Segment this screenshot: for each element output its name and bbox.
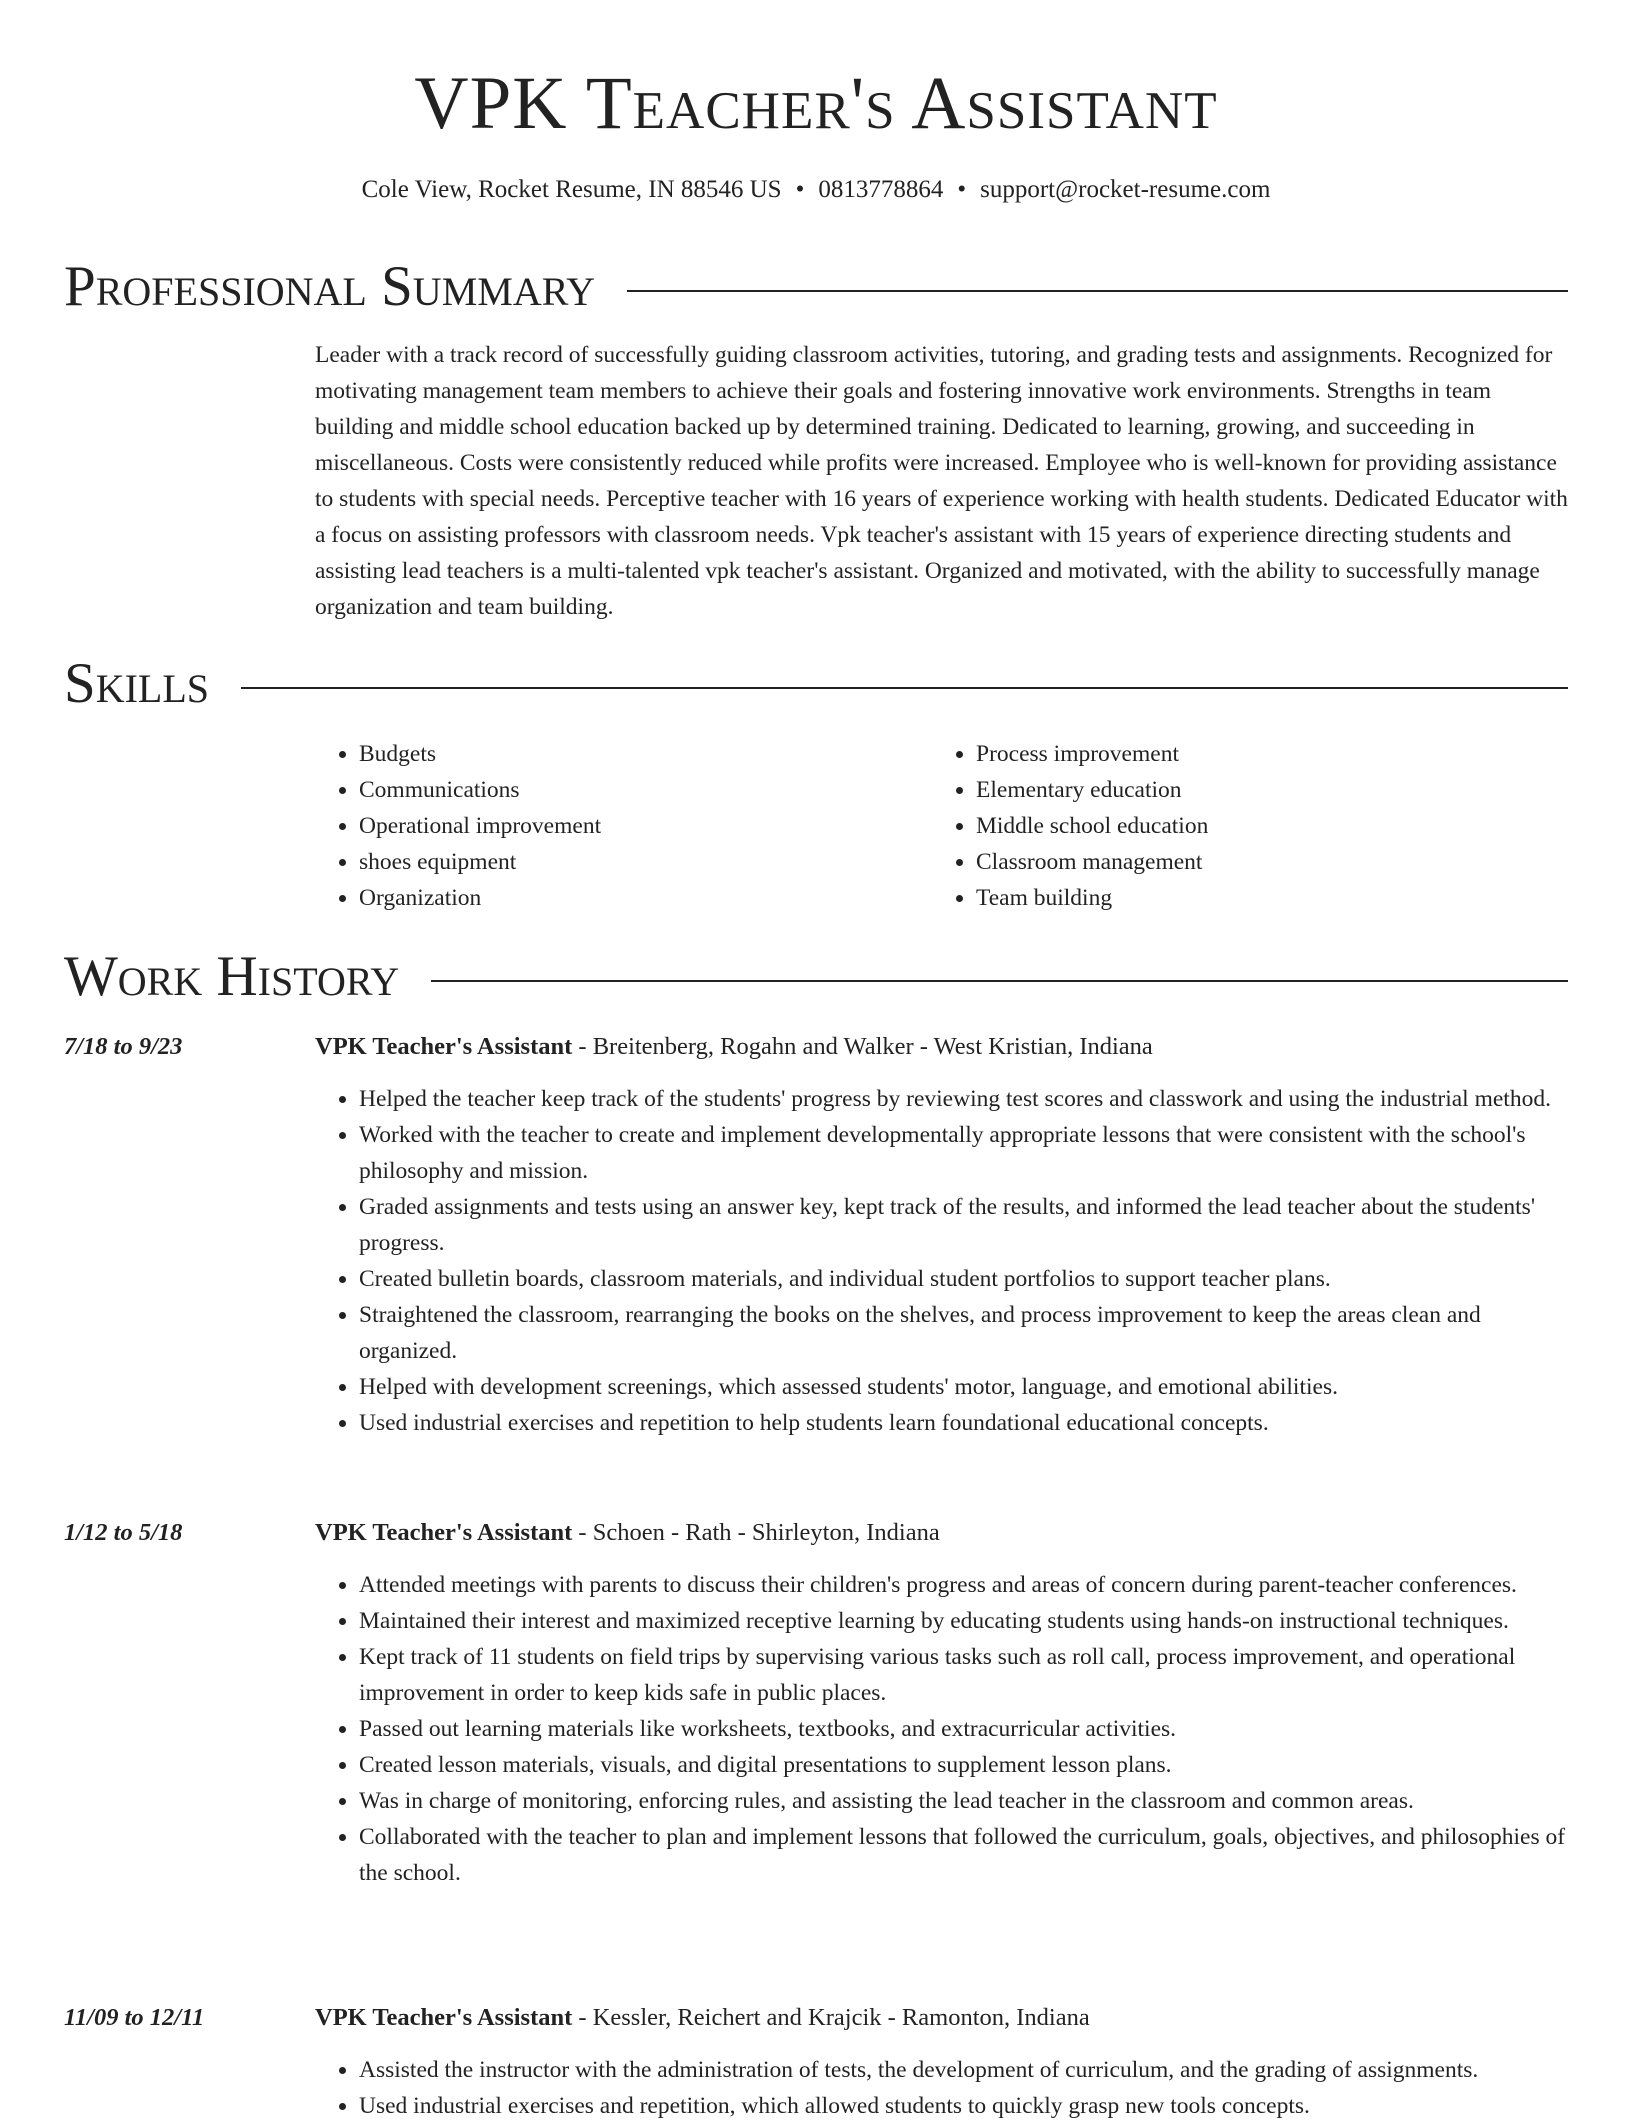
skill-item: • Elementary education [976,772,1549,808]
skills-column-right [932,736,1549,916]
job-header [315,1029,1568,1065]
job-bullet: • Helped the teacher keep track of the students' progress by reviewing test scores and classwork and using the industrial method. [359,1081,1568,1117]
job-dates: 7/18 to 9/23 [64,1033,183,1060]
contact-line [64,172,1568,208]
skills-heading [64,651,1568,717]
summary-title: Professional Summary [64,255,596,318]
skills-section [315,736,1568,916]
job-bullet: • Worked with the teacher to create and implement developmentally appropriate lessons that were consistent with the school's philosophy and mission. [359,1117,1568,1189]
summary-text: Leader with a track record of successfully guiding classroom activities, tutoring, and grading tests and assignments. Recognized for motivating management team members to achieve their goals and fostering innovative work environments. Strengths in team building and middle school education backed up by determined training. Dedicated to learning, growing, and succeeding in miscellaneous. Costs were consistently reduced while profits were increased. Employee who is well-known for providing assistance to students with special needs. Perceptive teacher with 16 years of experience working with health students. Dedicated Educator with a focus on assisting professors with classroom needs. Vpk teacher's assistant with 15 years of experience directing students and assisting lead teachers is a multi-talented vpk teacher's assistant. Organized and motivated, with the ability to successfully manage organization and team building. [315,342,1568,620]
job-bullet: • Attended meetings with parents to discuss their children's progress and areas of concern during parent-teacher conferences. [359,1567,1568,1603]
skill-item: • Communications [359,772,932,808]
job-bullets [315,1081,1568,1441]
job-title: VPK Teacher's Assistant [315,1519,573,1546]
job-details: - Schoen - Rath - Shirleyton, Indiana [572,1519,940,1546]
job-bullet: • Graded assignments and tests using an answer key, kept track of the results, and informed the lead teacher about the students' progress. [359,1189,1568,1261]
job-bullets [315,1567,1568,1891]
contact-phone: 0813778864 [818,176,944,203]
job-bullets [315,2052,1568,2124]
section-divider [241,687,1568,689]
job-bullet: • Collaborated with the teacher to plan and implement lessons that followed the curriculum, goals, objectives, and philosophies of the school. [359,1819,1568,1891]
skill-item: • shoes equipment [359,844,932,880]
job-dates: 1/12 to 5/18 [64,1519,183,1546]
contact-address: Cole View, Rocket Resume, IN 88546 US [361,176,782,203]
contact-separator: • [957,176,967,203]
skills-list-right [932,736,1549,916]
job-details: - Kessler, Reichert and Krajcik - Ramonton, Indiana [572,2004,1090,2031]
skill-item: • Organization [359,880,932,916]
job-bullet: • Used industrial exercises and repetition, which allowed students to quickly grasp new tools concepts. [359,2088,1568,2124]
skill-item: • Middle school education [976,808,1549,844]
job-bullet: • Maintained their interest and maximized receptive learning by educating students using hands-on instructional techniques. [359,1603,1568,1639]
contact-email: support@rocket-resume.com [980,176,1271,203]
job-bullet: • Used industrial exercises and repetition to help students learn foundational educational concepts. [359,1405,1568,1441]
job-body [315,1029,1568,1441]
job-bullet: • Straightened the classroom, rearranging the books on the shelves, and process improvement to keep the areas clean and organized. [359,1297,1568,1369]
skill-item: • Operational improvement [359,808,932,844]
job-dates: 11/09 to 12/11 [64,2004,205,2031]
job-title: VPK Teacher's Assistant [315,2004,573,2031]
job-details: - Breitenberg, Rogahn and Walker - West Kristian, Indiana [572,1033,1153,1060]
skill-item: • Classroom management [976,844,1549,880]
skills-title: Skills [64,652,210,715]
job-bullet: • Created bulletin boards, classroom materials, and individual student portfolios to support teacher plans. [359,1261,1568,1297]
section-divider [431,980,1568,982]
section-divider [627,290,1568,292]
skills-list-left [315,736,932,916]
job-body [315,2000,1568,2124]
skill-item: • Team building [976,880,1549,916]
skill-item: • Budgets [359,736,932,772]
summary-section [315,337,1568,625]
contact-separator: • [795,176,805,203]
job-bullet: • Kept track of 11 students on field trips by supervising various tasks such as roll call, process improvement, and operational improvement in order to keep kids safe in public places. [359,1639,1568,1711]
job-body [315,1515,1568,1891]
job-bullet: • Helped with development screenings, which assessed students' motor, language, and emotional abilities. [359,1369,1568,1405]
job-header [315,2000,1568,2036]
job-bullet: • Was in charge of monitoring, enforcing rules, and assisting the lead teacher in the classroom and common areas. [359,1783,1568,1819]
skill-item: • Process improvement [976,736,1549,772]
summary-heading [64,254,1568,320]
job-bullet: • Created lesson materials, visuals, and digital presentations to supplement lesson plans. [359,1747,1568,1783]
resume-name: VPK Teacher's Assistant [414,62,1218,145]
job-bullet: • Assisted the instructor with the administration of tests, the development of curriculum, and the grading of assignments. [359,2052,1568,2088]
work-title: Work History [64,945,400,1008]
job-header [315,1515,1568,1551]
work-heading [64,944,1568,1010]
job-bullet: • Passed out learning materials like worksheets, textbooks, and extracurricular activities. [359,1711,1568,1747]
job-title: VPK Teacher's Assistant [315,1033,573,1060]
skills-column-left [315,736,932,916]
